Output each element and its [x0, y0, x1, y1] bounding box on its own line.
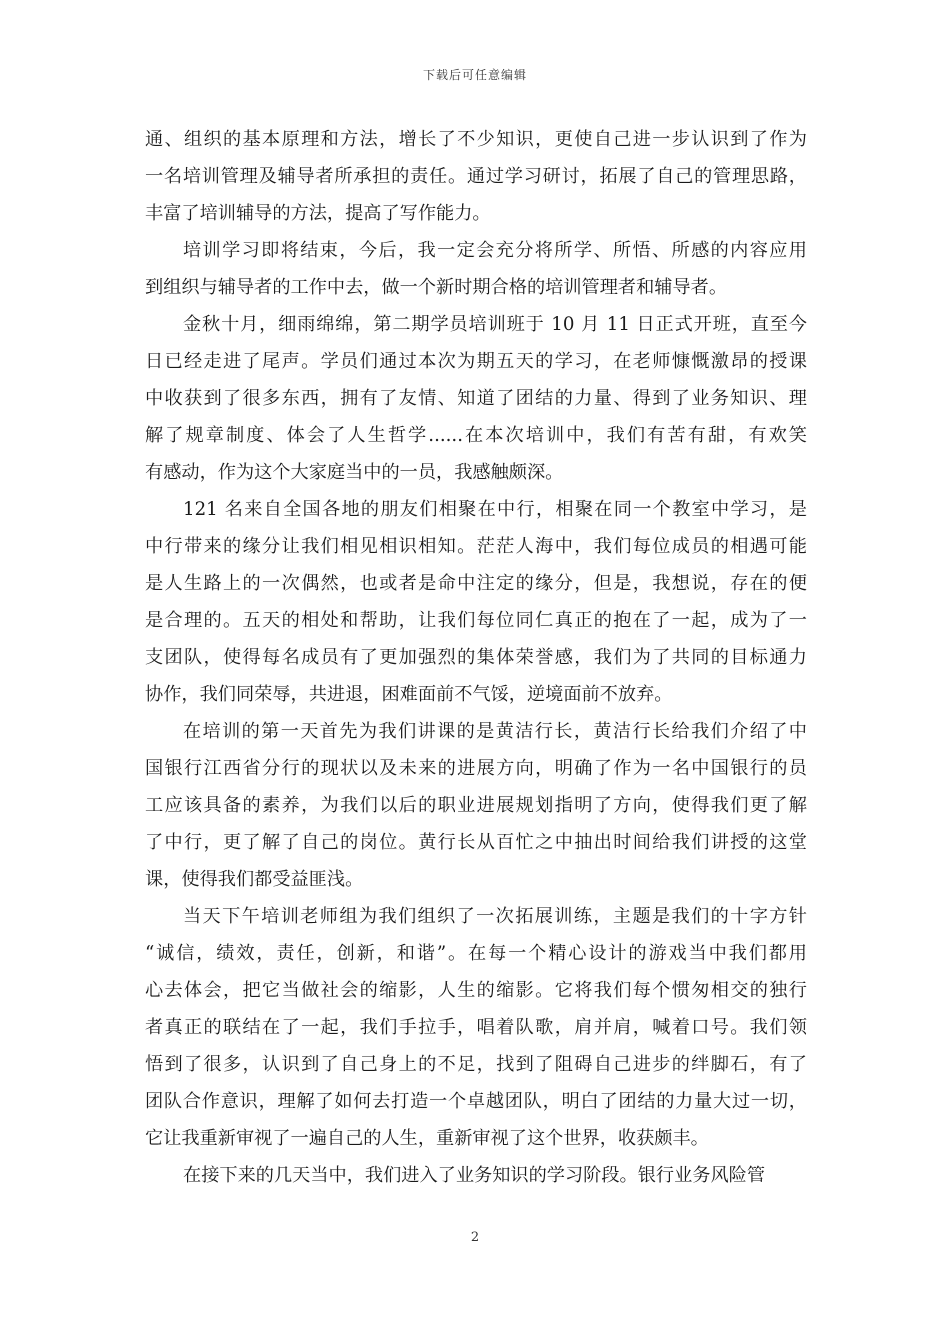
text-line: 是合理的。五天的相处和帮助，让我们每位同仁真正的抱在了一起，成为了一 [145, 610, 807, 631]
text-line: 解了规章制度、体会了人生哲学......在本次培训中，我们有苦有甜，有欢笑 [145, 425, 807, 446]
text-line: 工应该具备的素养，为我们以后的职业进展规划指明了方向，使得我们更了解 [145, 795, 807, 816]
paragraph [145, 121, 807, 232]
text-line: 者真正的联结在了一起，我们手拉手，唱着队歌，肩并肩，喊着口号。我们领 [145, 1017, 807, 1038]
text-line: 是人生路上的一次偶然，也或者是命中注定的缘分，但是，我想说，存在的便 [145, 573, 807, 594]
text-line: 在培训的第一天首先为我们讲课的是黄洁行长，黄洁行长给我们介绍了中 [183, 721, 807, 742]
text-line: 121 名来自全国各地的朋友们相聚在中行，相聚在同一个教室中学习，是 [183, 499, 807, 520]
text-line: “诚信，绩效，责任，创新，和谐”。在每一个精心设计的游戏当中我们都用 [145, 943, 807, 964]
text-line: 课，使得我们都受益匪浅。 [145, 869, 364, 890]
text-line: 心去体会，把它当做社会的缩影，人生的缩影。它将我们每个惯匆相交的独行 [145, 980, 807, 1001]
text-line: 国银行江西省分行的现状以及未来的进展方向，明确了作为一名中国银行的员 [145, 758, 807, 779]
text-line: 在接下来的几天当中，我们进入了业务知识的学习阶段。银行业务风险管 [183, 1165, 766, 1186]
paragraph [145, 898, 807, 1157]
text-line: 一名培训管理及辅导者所承担的责任。通过学习研讨，拓展了自己的管理思路， [145, 166, 807, 187]
page-header: 下载后可任意编辑 [422, 68, 527, 82]
paragraph [145, 713, 807, 898]
paragraph [145, 232, 807, 306]
text-line: 金秋十月，细雨绵绵，第二期学员培训班于 10 月 11 日正式开班，直至今 [183, 314, 807, 335]
paragraph [145, 1157, 807, 1194]
text-line: 当天下午培训老师组为我们组织了一次拓展训练，主题是我们的十字方针 [183, 906, 807, 927]
text-line: 协作，我们同荣辱，共进退，困难面前不气馁，逆境面前不放弃。 [145, 684, 673, 705]
text-line: 中收获到了很多东西，拥有了友情、知道了团结的力量、得到了业务知识、理 [145, 388, 807, 409]
text-line: 它让我重新审视了一遍自己的人生，重新审视了这个世界，收获颇丰。 [145, 1128, 709, 1149]
text-line: 日已经走进了尾声。学员们通过本次为期五天的学习，在老师慷慨激昂的授课 [145, 351, 807, 372]
text-line: 培训学习即将结束，今后，我一定会充分将所学、所悟、所感的内容应用 [183, 240, 807, 261]
text-line: 中行带来的缘分让我们相见相识相知。茫茫人海中，我们每位成员的相遇可能 [145, 536, 807, 557]
page-number: 2 [470, 1230, 480, 1245]
text-line: 到组织与辅导者的工作中去，做一个新时期合格的培训管理者和辅导者。 [145, 277, 728, 298]
document-body [145, 121, 807, 1194]
text-line: 通、组织的基本原理和方法，增长了不少知识，更使自己进一步认识到了作为 [145, 129, 807, 150]
paragraph [145, 491, 807, 713]
text-line: 团队合作意识，理解了如何去打造一个卓越团队，明白了团结的力量大过一切， [145, 1091, 807, 1112]
paragraph [145, 306, 807, 491]
text-line: 有感动，作为这个大家庭当中的一员，我感触颇深。 [145, 462, 564, 483]
text-line: 悟到了很多，认识到了自己身上的不足，找到了阻碍自己进步的绊脚石，有了 [145, 1054, 807, 1075]
text-line: 丰富了培训辅导的方法，提高了写作能力。 [145, 203, 491, 224]
text-line: 支团队，使得每名成员有了更加强烈的集体荣誉感，我们为了共同的目标通力 [145, 647, 807, 668]
text-line: 了中行，更了解了自己的岗位。黄行长从百忙之中抽出时间给我们讲授的这堂 [145, 832, 807, 853]
